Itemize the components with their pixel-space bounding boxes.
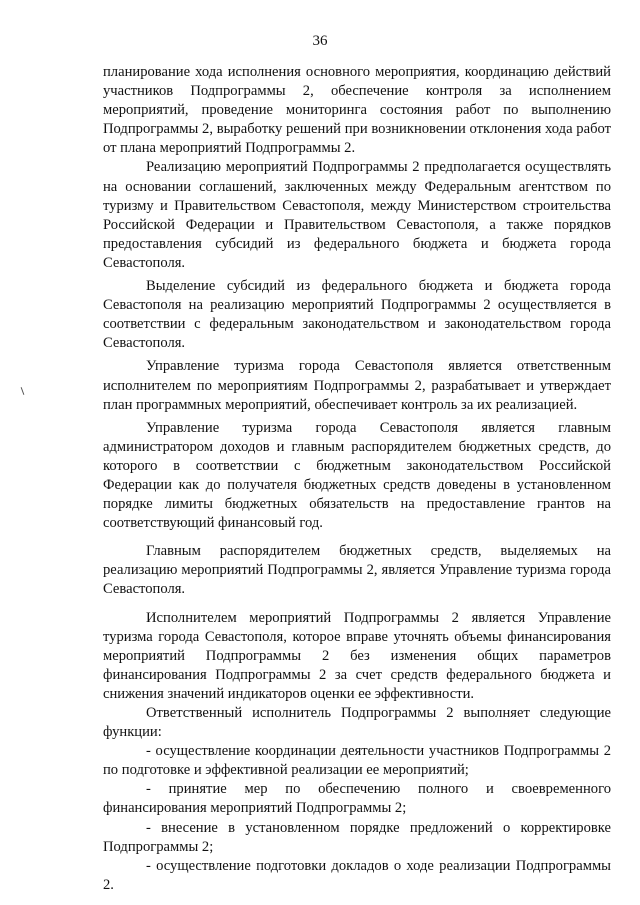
paragraph-chief-budget-manager: Главным распорядителем бюджетных средств, выделяемых на реализацию мероприятий Подпрограммы 2, является Управление туризма города Севастополя. [103,543,611,598]
list-item-coordination: - осуществление координации деятельности участников Подпрограммы 2 по подготовке и эффективной реализации ее мероприятий; [103,743,611,779]
list-item-financing: - принятие мер по обеспечению полного и своевременного финансирования мероприятий Подпрограммы 2; [103,781,611,817]
paragraph-subsidies: Выделение субсидий из федерального бюджета и бюджета города Севастополя на реализацию мероприятий Подпрограммы 2 осуществляется в соответствии с федеральным законодательством и законодательством города Севастополя. [103,278,611,352]
paragraph-chief-administrator: Управление туризма города Севастополя является главным администратором доходов и главным распорядителем бюджетных средств, до которого в соответствии с бюджетным законодательством Российской Федерации как до получателя бюджетных средств доведены в установленном порядке лимиты бюджетных обязательств на предоставление грантов на соответствующий финансовый год. [103,419,611,532]
list-item-proposals: - внесение в установленном порядке предложений о корректировке Подпрограммы 2; [103,819,611,855]
paragraph-coordination-continued: планирование хода исполнения основного мероприятия, координацию действий участников Подпрограммы 2, обеспечение контроля за исполнением мероприятий, проведение мониторинга состояния работ по выполнению Подпрограммы 2, выработку решений при возникновении отклонения хода работ от плана мероприятий Подпрограммы 2. [103,64,611,157]
page-number: 36 [312,33,328,49]
list-item-reports: - осуществление подготовки докладов о ходе реализации Подпрограммы 2. [103,857,611,893]
paragraph-functions-intro: Ответственный исполнитель Подпрограммы 2 выполняет следующие функции: [103,705,611,741]
paragraph-implementation-agreements: Реализацию мероприятий Подпрограммы 2 предполагается осуществлять на основании соглашений, заключенных между Федеральным агентством по туризму и Правительством Севастополя, между Министерством строительства Российской Федерации и Правительством Севастополя, а также порядков предоставления субсидий из федерального бюджета и бюджета города Севастополя. [103,159,611,271]
document-body [103,63,611,895]
paragraph-executor: Исполнителем мероприятий Подпрограммы 2 является Управление туризма города Севастополя, которое вправе уточнять объемы финансирования мероприятий Подпрограммы 2 без изменения общих параметров финансирования Подпрограммы 2 за счет средств федерального бюджета и снижения значений индикаторов оценки ее эффективности. [103,609,611,702]
paragraph-responsible-executor: Управление туризма города Севастополя является ответственным исполнителем по мероприятиям Подпрограммы 2, разрабатывает и утверждает план программных мероприятий, обеспечивает контроль за их реализацией. [103,358,611,413]
scan-artifact [21,387,25,395]
